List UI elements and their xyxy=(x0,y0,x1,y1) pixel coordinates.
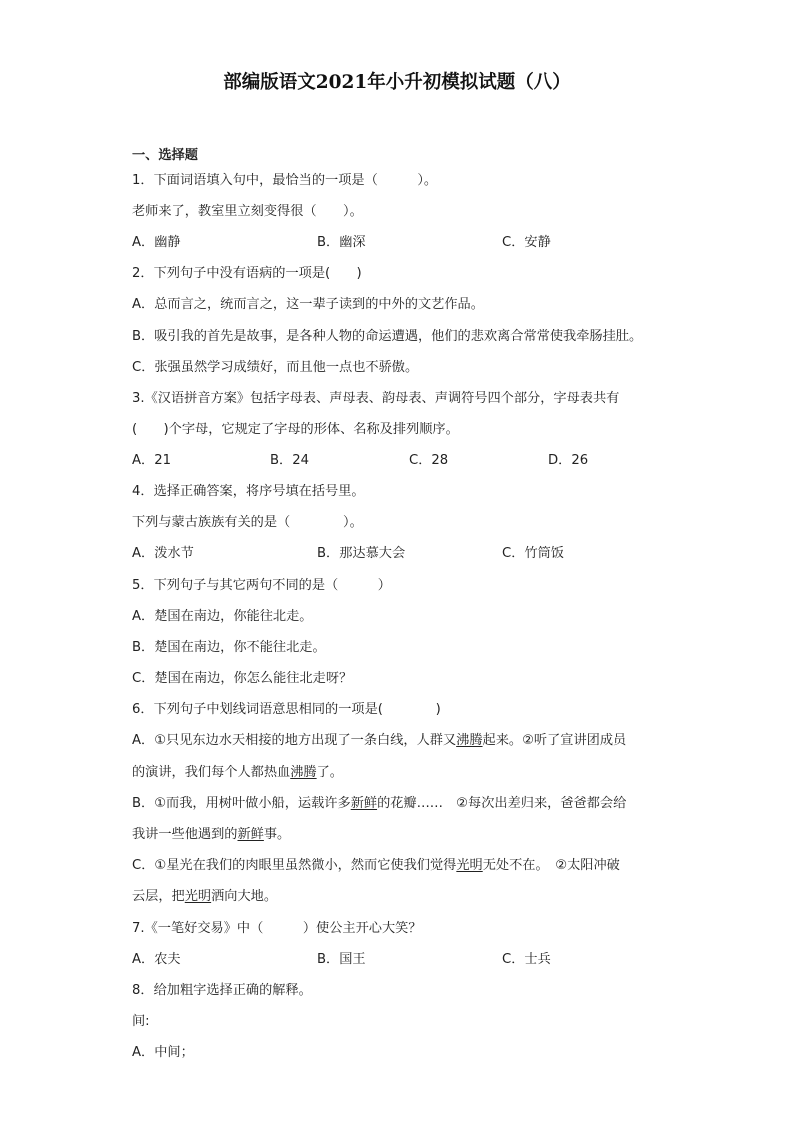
question-1-option-c: C．安静 xyxy=(502,235,551,250)
text: A．①只见东边水天相接的地方出现了一条白线，人群又 xyxy=(132,733,457,748)
question-1-option-a: A．幽静 xyxy=(132,235,181,250)
underlined-word: 新鲜 xyxy=(237,827,264,842)
question-2-option-b: B．吸引我的首先是故事，是各种人物的命运遭遇，他们的悲欢离合常常使我牵肠挂肚。 xyxy=(132,329,643,344)
question-5-option-a: A．楚国在南边，你能往北走。 xyxy=(132,609,313,624)
question-4-option-b: B．那达慕大会 xyxy=(317,546,406,561)
question-6-stem: 6．下列句子中划线词语意思相同的一项是( ) xyxy=(132,702,441,717)
underlined-word: 新鲜 xyxy=(350,796,378,811)
question-1-option-b: B．幽深 xyxy=(317,235,366,250)
question-4-sentence: 下列与蒙古族族有关的是（ ）。 xyxy=(132,515,363,530)
text: 我讲一些他遇到的 xyxy=(132,827,238,842)
question-6-option-a-line-1 xyxy=(132,732,626,750)
question-5-option-b: B．楚国在南边，你不能往北走。 xyxy=(132,640,326,655)
text: C．①星光在我们的肉眼里虽然微小，然而它使我们觉得 xyxy=(132,858,457,873)
text: 事。 xyxy=(263,827,291,842)
question-2-option-a: A．总而言之，统而言之，这一辈子读到的中外的文艺作品。 xyxy=(132,297,484,312)
question-6-option-a-line-2 xyxy=(132,764,343,782)
question-1-stem: 1．下面词语填入句中，最恰当的一项是（ ）。 xyxy=(132,173,438,188)
question-3-stem-line-1: 3.《汉语拼音方案》包括字母表、声母表、韵母表、声调符号四个部分，字母表共有 xyxy=(132,391,620,406)
page-title: 部编版语文2021年小升初模拟试题（八） xyxy=(223,72,571,93)
question-3-option-d: D．26 xyxy=(548,453,589,468)
question-4-option-c: C．竹筒饭 xyxy=(502,546,564,561)
text: B．①而我，用树叶做小船，运载许多 xyxy=(132,796,351,811)
question-1-sentence: 老师来了，教室里立刻变得很（ ）。 xyxy=(132,204,363,219)
underlined-word: 光明 xyxy=(184,889,212,904)
question-3-option-b: B．24 xyxy=(270,453,310,468)
question-6-option-b-line-1 xyxy=(132,795,626,813)
question-3-option-c: C．28 xyxy=(409,453,449,468)
text: 洒向大地。 xyxy=(211,889,278,904)
question-8-character: 间: xyxy=(132,1014,150,1029)
question-3-option-a: A．21 xyxy=(132,453,171,468)
question-2-stem: 2．下列句子中没有语病的一项是( ) xyxy=(132,266,362,281)
underlined-word: 沸腾 xyxy=(290,765,317,780)
question-6-option-c-line-2 xyxy=(132,888,277,906)
text: 云层，把 xyxy=(132,889,185,904)
question-4-option-a: A．泼水节 xyxy=(132,546,194,561)
underlined-word: 沸腾 xyxy=(456,733,483,748)
text: 了。 xyxy=(316,765,343,780)
question-6-option-c-line-1 xyxy=(132,857,620,875)
text: 起来。②听了宣讲团成员 xyxy=(482,733,627,748)
question-3-stem-line-2: ( )个字母，它规定了字母的形体、名称及排列顺序。 xyxy=(132,422,459,437)
underlined-word: 光明 xyxy=(456,858,483,873)
question-8-option-a: A．中间； xyxy=(132,1045,194,1060)
question-5-stem: 5．下列句子与其它两句不同的是（ ） xyxy=(132,578,391,593)
text: 无处不在。 ②太阳冲破 xyxy=(482,858,620,873)
text: 的花瓣…… ②每次出差归来，爸爸都会给 xyxy=(377,796,627,811)
section-heading: 一、选择题 xyxy=(132,148,198,163)
question-8-stem: 8．给加粗字选择正确的解释。 xyxy=(132,983,312,998)
question-2-option-c: C．张强虽然学习成绩好，而且他一点也不骄傲。 xyxy=(132,360,419,375)
text: 的演讲，我们每个人都热血 xyxy=(132,765,291,780)
question-7-option-a: A．农夫 xyxy=(132,952,181,967)
question-7-option-c: C．士兵 xyxy=(502,952,551,967)
question-7-stem: 7.《一笔好交易》中（ ）使公主开心大笑？ xyxy=(132,921,422,936)
question-5-option-c: C．楚国在南边，你怎么能往北走呀？ xyxy=(132,671,353,686)
question-6-option-b-line-2 xyxy=(132,826,290,844)
question-4-stem: 4．选择正确答案，将序号填在括号里。 xyxy=(132,484,365,499)
question-7-option-b: B．国王 xyxy=(317,952,366,967)
